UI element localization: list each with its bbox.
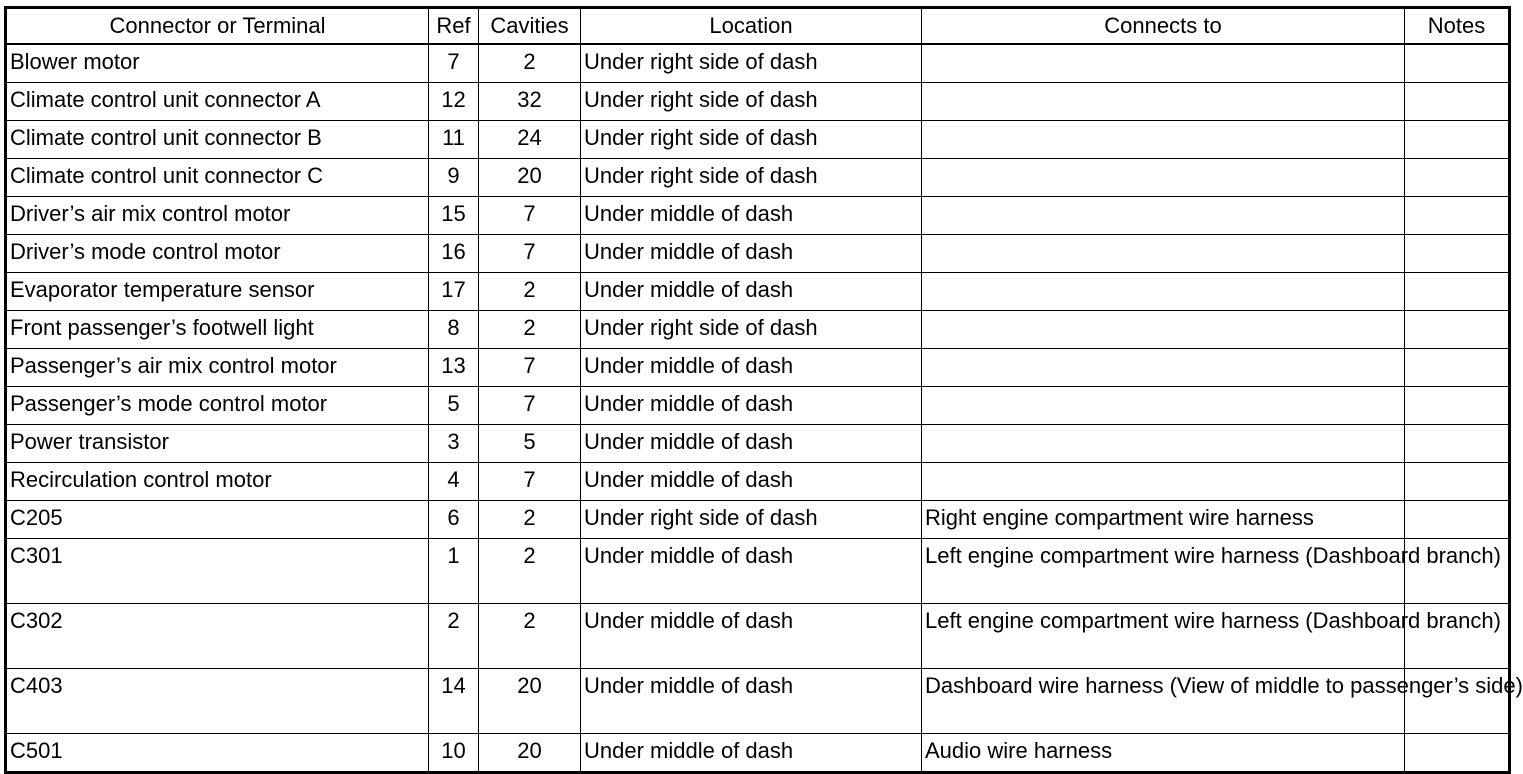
cell-connector: C205: [6, 501, 429, 539]
connector-table: [4, 6, 1523, 774]
cell-location: Under middle of dash: [581, 669, 922, 734]
cell-ref: 9: [429, 159, 479, 197]
header-ref: Ref: [429, 8, 479, 45]
cell-ref: 3: [429, 425, 479, 463]
cell-location: Under right side of dash: [581, 501, 922, 539]
cell-connector: C501: [6, 734, 429, 773]
cell-notes: [1405, 235, 1510, 273]
cell-ref: 2: [429, 604, 479, 669]
cell-ref: 10: [429, 734, 479, 773]
cell-notes: [1405, 121, 1510, 159]
cell-location: Under middle of dash: [581, 273, 922, 311]
cell-location: Under right side of dash: [581, 311, 922, 349]
table-row: [6, 235, 1510, 273]
cell-ref: 17: [429, 273, 479, 311]
cell-cavities: 7: [479, 349, 581, 387]
table-row: [6, 44, 1510, 83]
cell-notes: [1405, 311, 1510, 349]
cell-connects-to: [922, 387, 1405, 425]
cell-cavities: 2: [479, 539, 581, 604]
cell-connector: C302: [6, 604, 429, 669]
header-row: [6, 8, 1510, 45]
cell-location: Under right side of dash: [581, 159, 922, 197]
table-row: [6, 604, 1510, 669]
cell-location: Under middle of dash: [581, 734, 922, 773]
cell-notes: [1405, 83, 1510, 121]
header-cavities: Cavities: [479, 8, 581, 45]
cell-location: Under middle of dash: [581, 387, 922, 425]
cell-notes: [1405, 463, 1510, 501]
cell-connects-to: [922, 197, 1405, 235]
cell-notes: [1405, 159, 1510, 197]
header-location: Location: [581, 8, 922, 45]
table-row: [6, 349, 1510, 387]
cell-notes: [1405, 387, 1510, 425]
table-row: [6, 463, 1510, 501]
cell-cavities: 20: [479, 734, 581, 773]
cell-connects-to: [922, 121, 1405, 159]
cell-notes: [1405, 273, 1510, 311]
cell-connector: C301: [6, 539, 429, 604]
cell-connector: Blower motor: [6, 44, 429, 83]
cell-connects-to: Left engine compartment wire harness (Dashboard branch): [922, 539, 1405, 604]
cell-cavities: 5: [479, 425, 581, 463]
cell-cavities: 2: [479, 273, 581, 311]
table-row: [6, 197, 1510, 235]
cell-notes: [1405, 197, 1510, 235]
cell-connects-to: [922, 425, 1405, 463]
cell-location: Under middle of dash: [581, 604, 922, 669]
cell-location: Under middle of dash: [581, 463, 922, 501]
cell-connector: Climate control unit connector A: [6, 83, 429, 121]
cell-connector: Evaporator temperature sensor: [6, 273, 429, 311]
cell-location: Under middle of dash: [581, 235, 922, 273]
cell-connects-to: [922, 44, 1405, 83]
cell-location: Under middle of dash: [581, 197, 922, 235]
table-row: [6, 159, 1510, 197]
cell-location: Under right side of dash: [581, 121, 922, 159]
cell-notes: [1405, 349, 1510, 387]
header-connects-to: Connects to: [922, 8, 1405, 45]
cell-ref: 6: [429, 501, 479, 539]
cell-ref: 4: [429, 463, 479, 501]
table-row: [6, 121, 1510, 159]
cell-location: Under middle of dash: [581, 425, 922, 463]
cell-ref: 16: [429, 235, 479, 273]
cell-connector: Front passenger’s footwell light: [6, 311, 429, 349]
table-row: [6, 539, 1510, 604]
cell-cavities: 7: [479, 463, 581, 501]
cell-ref: 8: [429, 311, 479, 349]
cell-cavities: 7: [479, 235, 581, 273]
cell-connects-to: [922, 235, 1405, 273]
cell-connects-to: Audio wire harness: [922, 734, 1405, 773]
cell-connector: Climate control unit connector B: [6, 121, 429, 159]
cell-connects-to: Left engine compartment wire harness (Dashboard branch): [922, 604, 1405, 669]
table-row: [6, 501, 1510, 539]
cell-notes: [1405, 44, 1510, 83]
cell-cavities: 7: [479, 387, 581, 425]
table-row: [6, 311, 1510, 349]
cell-notes: [1405, 501, 1510, 539]
cell-location: Under right side of dash: [581, 44, 922, 83]
cell-connects-to: [922, 463, 1405, 501]
cell-connector: Recirculation control motor: [6, 463, 429, 501]
cell-cavities: 2: [479, 501, 581, 539]
cell-connector: Driver’s air mix control motor: [6, 197, 429, 235]
cell-connects-to: Dashboard wire harness (View of middle to passenger’s side): [922, 669, 1405, 734]
cell-connects-to: [922, 273, 1405, 311]
cell-cavities: 20: [479, 669, 581, 734]
cell-cavities: 32: [479, 83, 581, 121]
table-row: [6, 387, 1510, 425]
cell-location: Under middle of dash: [581, 349, 922, 387]
cell-cavities: 2: [479, 311, 581, 349]
cell-location: Under middle of dash: [581, 539, 922, 604]
cell-connector: Driver’s mode control motor: [6, 235, 429, 273]
cell-connects-to: [922, 159, 1405, 197]
cell-notes: [1405, 734, 1510, 773]
cell-cavities: 2: [479, 44, 581, 83]
cell-connector: Power transistor: [6, 425, 429, 463]
header-connector: Connector or Terminal: [6, 8, 429, 45]
cell-notes: [1405, 425, 1510, 463]
cell-cavities: 2: [479, 604, 581, 669]
cell-ref: 5: [429, 387, 479, 425]
header-notes: Notes: [1405, 8, 1510, 45]
cell-connector: Passenger’s air mix control motor: [6, 349, 429, 387]
cell-ref: 1: [429, 539, 479, 604]
cell-connector: Climate control unit connector C: [6, 159, 429, 197]
table-row: [6, 669, 1510, 734]
cell-connects-to: [922, 83, 1405, 121]
cell-connects-to: Right engine compartment wire harness: [922, 501, 1405, 539]
cell-ref: 7: [429, 44, 479, 83]
cell-cavities: 20: [479, 159, 581, 197]
cell-ref: 13: [429, 349, 479, 387]
table-row: [6, 83, 1510, 121]
cell-ref: 14: [429, 669, 479, 734]
cell-location: Under right side of dash: [581, 83, 922, 121]
cell-connects-to: [922, 349, 1405, 387]
cell-connects-to: [922, 311, 1405, 349]
cell-cavities: 7: [479, 197, 581, 235]
cell-connector: Passenger’s mode control motor: [6, 387, 429, 425]
cell-cavities: 24: [479, 121, 581, 159]
cell-ref: 12: [429, 83, 479, 121]
cell-connector: C403: [6, 669, 429, 734]
table-row: [6, 734, 1510, 773]
table-row: [6, 273, 1510, 311]
table-row: [6, 425, 1510, 463]
cell-ref: 11: [429, 121, 479, 159]
cell-ref: 15: [429, 197, 479, 235]
